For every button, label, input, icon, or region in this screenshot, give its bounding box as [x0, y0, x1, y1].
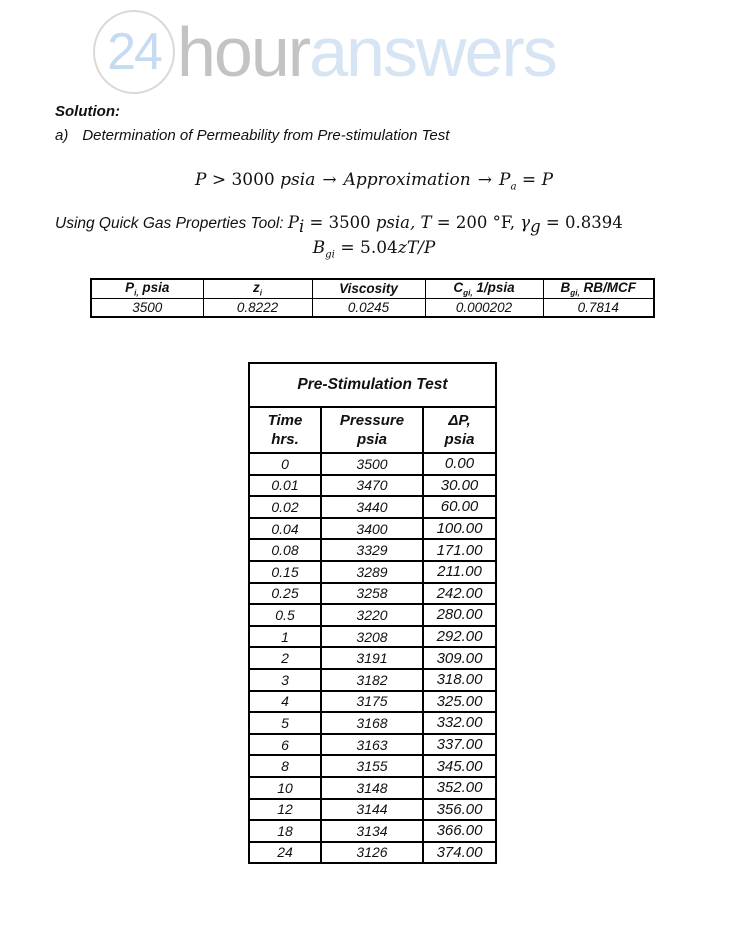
- header-base: Viscosity: [339, 281, 398, 297]
- logo-number: 24: [107, 23, 161, 81]
- props-value-cell: 0.0245: [312, 298, 425, 317]
- table-cell: 292.00: [423, 626, 496, 648]
- pre-stim-col-header: [249, 407, 321, 453]
- table-row: [249, 820, 496, 842]
- header-rest: psia: [138, 280, 170, 295]
- table-cell: 18: [249, 820, 321, 842]
- table-cell: 3134: [321, 820, 423, 842]
- header-line2: psia: [444, 431, 475, 448]
- eq-number: 3500: [328, 213, 371, 232]
- table-cell: 242.00: [423, 583, 496, 605]
- eq-number: 3000: [231, 170, 275, 190]
- table-cell: 3163: [321, 734, 423, 756]
- table-cell: 366.00: [423, 820, 496, 842]
- table-cell: 2: [249, 647, 321, 669]
- logo-circle-icon: [93, 10, 175, 94]
- table-cell: 100.00: [423, 518, 496, 540]
- table-cell: 0.08: [249, 539, 321, 561]
- header-line1: ΔP,: [448, 412, 471, 429]
- table-cell: 374.00: [423, 842, 496, 864]
- item-marker: a): [55, 127, 69, 144]
- table-cell: 3191: [321, 647, 423, 669]
- table-cell: 309.00: [423, 647, 496, 669]
- header-subscript: gi,: [570, 288, 580, 298]
- table-cell: 10: [249, 777, 321, 799]
- logo: [93, 8, 556, 96]
- eq-unit: psia: [274, 170, 316, 190]
- props-col-header: [312, 279, 425, 298]
- header-line1: Pressure: [339, 412, 405, 429]
- eq-number: 5.04: [360, 238, 398, 258]
- table-cell: 3126: [321, 842, 423, 864]
- eq-term: B: [312, 238, 326, 258]
- right-arrow-icon: →: [477, 170, 492, 190]
- table-row: [249, 604, 496, 626]
- eq-operator: =: [431, 213, 456, 232]
- table-row: [249, 453, 496, 475]
- props-value-cell: 0.7814: [543, 298, 654, 317]
- eq-subscript: g: [530, 217, 541, 237]
- table-row: [249, 734, 496, 756]
- table-row: [249, 669, 496, 691]
- table-cell: 3470: [321, 475, 423, 497]
- table-row: [249, 518, 496, 540]
- eq-term: Approximation: [343, 170, 471, 190]
- table-cell: 3440: [321, 496, 423, 518]
- eq-term: zT/P: [397, 238, 436, 258]
- table-cell: 3289: [321, 561, 423, 583]
- table-cell: 337.00: [423, 734, 496, 756]
- table-cell: 3500: [321, 453, 423, 475]
- table-row: [249, 777, 496, 799]
- table-cell: 0: [249, 453, 321, 475]
- equation-bgi: [9, 238, 730, 260]
- header-base: B: [560, 280, 571, 295]
- table-cell: 280.00: [423, 604, 496, 626]
- table-cell: 0.15: [249, 561, 321, 583]
- gas-properties-line: [55, 213, 623, 236]
- table-cell: 211.00: [423, 561, 496, 583]
- table-cell: 8: [249, 755, 321, 777]
- header-subscript: gi,: [463, 288, 473, 298]
- item-a-heading: [55, 127, 449, 144]
- header-base: P: [125, 280, 135, 295]
- eq-unit: psia,: [370, 213, 421, 232]
- props-value-cell: 0.8222: [203, 298, 312, 317]
- table-cell: 0.01: [249, 475, 321, 497]
- table-cell: 332.00: [423, 712, 496, 734]
- eq-term: γ: [520, 213, 531, 232]
- table-cell: 24: [249, 842, 321, 864]
- logo-word-hour: hour: [177, 13, 310, 91]
- table-row: [249, 799, 496, 821]
- header-base: z: [253, 280, 260, 295]
- props-col-header: [203, 279, 312, 298]
- table-cell: 3175: [321, 691, 423, 713]
- table-cell: 0.04: [249, 518, 321, 540]
- eq-subscript: i: [299, 217, 305, 237]
- table-cell: 0.00: [423, 453, 496, 475]
- props-header-row: [91, 279, 654, 298]
- eq-term: T: [420, 213, 432, 232]
- table-cell: 0.25: [249, 583, 321, 605]
- eq-number: 200: [455, 213, 488, 232]
- table-row: [249, 712, 496, 734]
- table-row: [249, 626, 496, 648]
- eq-unit: °F,: [487, 213, 521, 232]
- header-subscript: i: [259, 288, 262, 298]
- pre-stim-title: Pre-Stimulation Test: [249, 363, 496, 407]
- eq-number: 0.8394: [564, 213, 623, 232]
- table-cell: 3: [249, 669, 321, 691]
- pre-stim-title-row: [249, 363, 496, 407]
- table-row: [249, 539, 496, 561]
- table-cell: 318.00: [423, 669, 496, 691]
- pre-stimulation-table: [248, 362, 497, 864]
- table-cell: 3208: [321, 626, 423, 648]
- pre-stim-col-header: [423, 407, 496, 453]
- eq-operator: =: [516, 170, 542, 190]
- props-col-header: [425, 279, 543, 298]
- eq-subscript: gi: [325, 249, 335, 261]
- pre-stim-header-row: [249, 407, 496, 453]
- table-cell: 3182: [321, 669, 423, 691]
- eq-operator: =: [304, 213, 329, 232]
- header-line2: hrs.: [271, 431, 299, 448]
- item-text: Determination of Permeability from Pre-stimulation Test: [82, 127, 450, 144]
- table-cell: 0.02: [249, 496, 321, 518]
- eq-operator: =: [334, 238, 360, 258]
- table-cell: 3168: [321, 712, 423, 734]
- right-arrow-icon: →: [322, 170, 337, 190]
- eq-operator: >: [206, 170, 232, 190]
- header-line1: Time: [267, 412, 303, 429]
- table-cell: 352.00: [423, 777, 496, 799]
- table-cell: 0.5: [249, 604, 321, 626]
- table-cell: 3144: [321, 799, 423, 821]
- table-row: [249, 496, 496, 518]
- header-line2: psia: [356, 431, 387, 448]
- table-cell: 3258: [321, 583, 423, 605]
- table-cell: 4: [249, 691, 321, 713]
- table-cell: 6: [249, 734, 321, 756]
- props-value-cell: 3500: [91, 298, 203, 317]
- logo-word-answers: answers: [309, 13, 556, 91]
- header-rest: RB/MCF: [579, 280, 636, 295]
- equation-approximation: [9, 170, 730, 192]
- table-row: [249, 561, 496, 583]
- header-rest: 1/psia: [472, 280, 515, 295]
- pre-stim-col-header: [321, 407, 423, 453]
- table-cell: 30.00: [423, 475, 496, 497]
- table-row: [249, 583, 496, 605]
- solution-heading: Solution:: [55, 103, 120, 120]
- table-row: [249, 475, 496, 497]
- eq-operator: =: [540, 213, 565, 232]
- eq-term: P: [541, 170, 554, 190]
- eq-subscript: a: [510, 181, 517, 193]
- table-cell: 3148: [321, 777, 423, 799]
- table-cell: 171.00: [423, 539, 496, 561]
- table-row: [249, 691, 496, 713]
- table-cell: 3329: [321, 539, 423, 561]
- table-row: [249, 755, 496, 777]
- table-cell: 3400: [321, 518, 423, 540]
- props-col-header: [543, 279, 654, 298]
- props-col-header: [91, 279, 203, 298]
- table-cell: 1: [249, 626, 321, 648]
- table-cell: 345.00: [423, 755, 496, 777]
- using-prefix: Using Quick Gas Properties Tool:: [55, 215, 288, 232]
- gas-properties-table: [90, 278, 655, 318]
- eq-term: P: [194, 170, 207, 190]
- table-cell: 5: [249, 712, 321, 734]
- eq-term: P: [498, 170, 511, 190]
- table-cell: 60.00: [423, 496, 496, 518]
- table-cell: 3220: [321, 604, 423, 626]
- header-subscript: i,: [134, 288, 139, 298]
- table-cell: 325.00: [423, 691, 496, 713]
- table-row: [249, 842, 496, 864]
- eq-term: P: [287, 213, 299, 232]
- header-base: C: [453, 280, 464, 295]
- table-row: [249, 647, 496, 669]
- table-cell: 3155: [321, 755, 423, 777]
- table-cell: 12: [249, 799, 321, 821]
- table-cell: 356.00: [423, 799, 496, 821]
- props-value-cell: 0.000202: [425, 298, 543, 317]
- props-value-row: [91, 298, 654, 317]
